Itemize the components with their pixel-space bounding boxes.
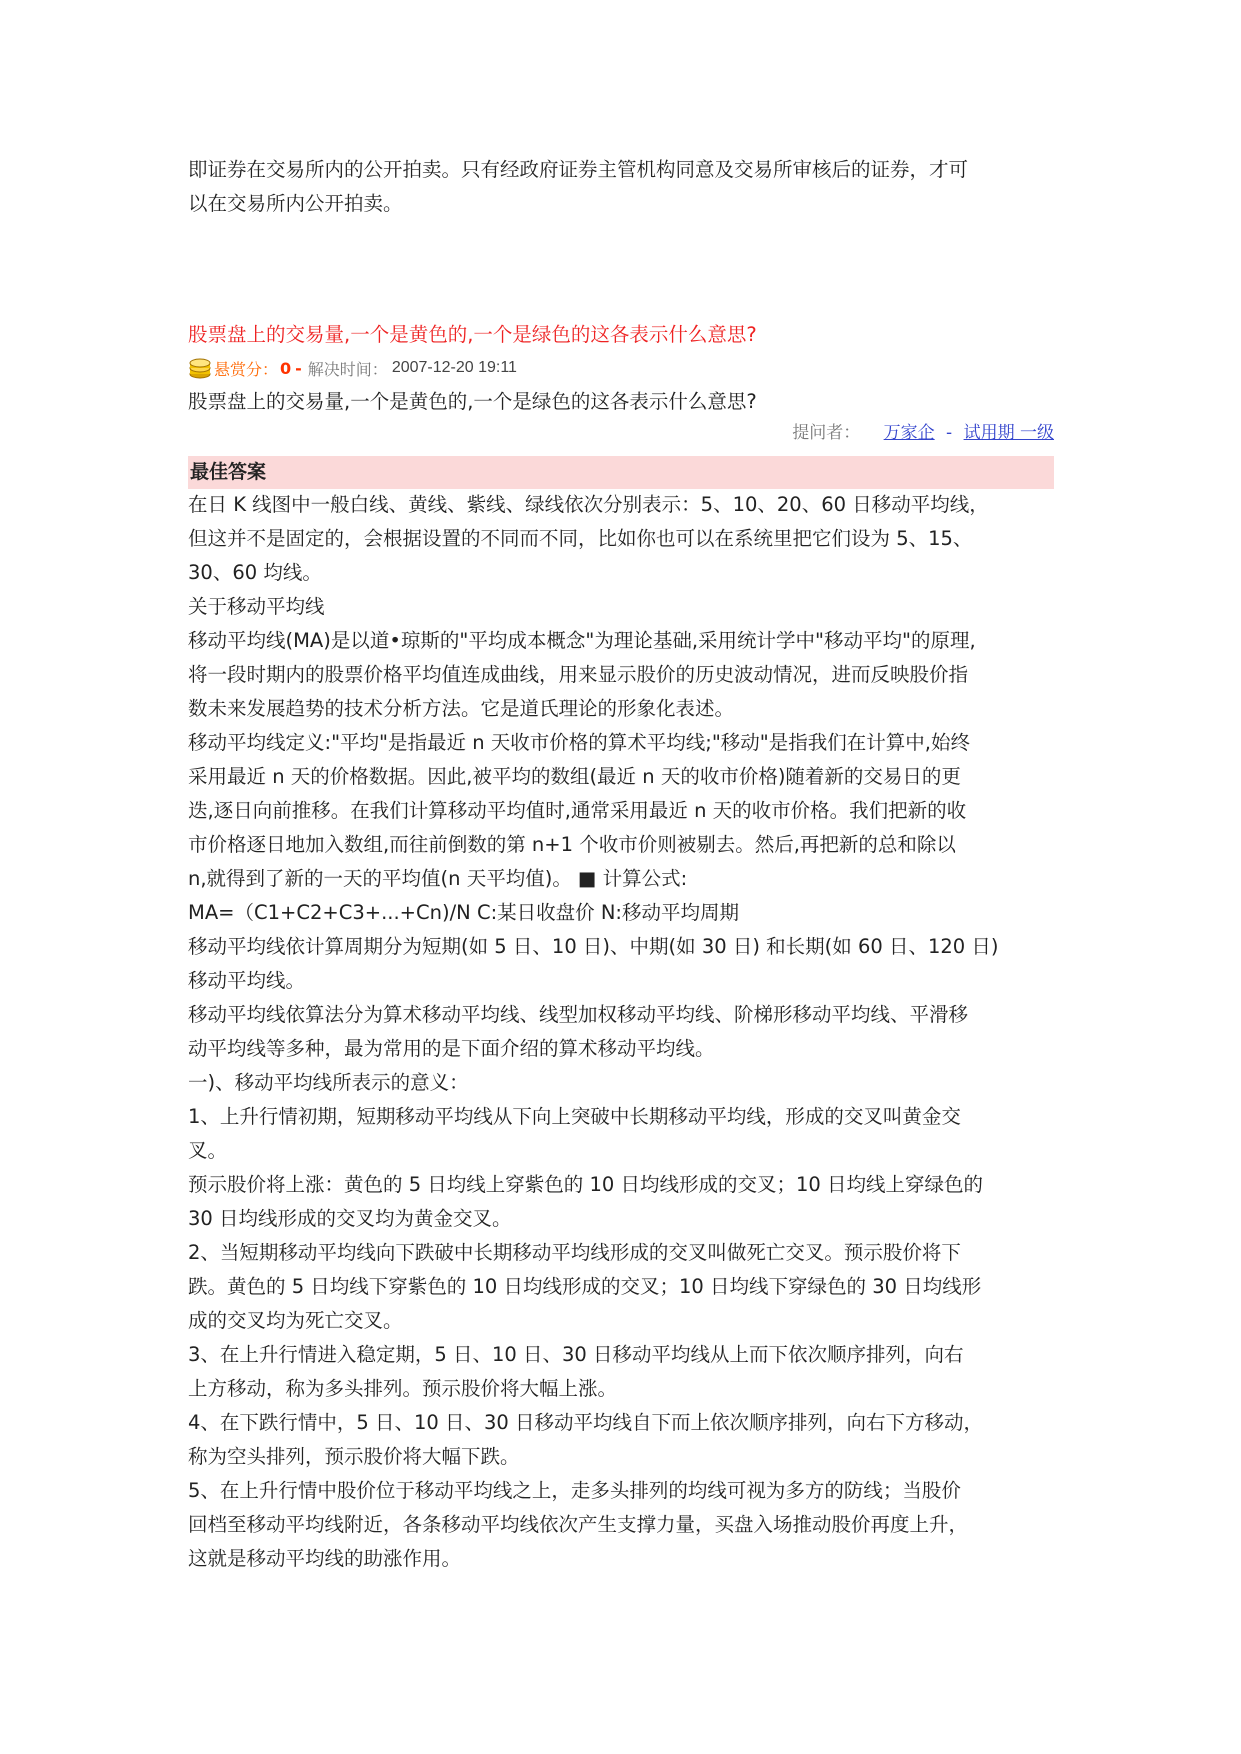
answer-line: 跌。黄色的 5 日均线下穿紫色的 10 日均线形成的交叉；10 日均线下穿绿色的 30 日均线形 [188, 1275, 982, 1298]
answer-line: 3、在上升行情进入稳定期，5 日、10 日、30 日移动平均线从上而下依次顺序排列，向右 [188, 1343, 964, 1366]
answer-line: 这就是移动平均线的助涨作用。 [188, 1547, 462, 1570]
resolve-time-value: 2007-12-20 19:11 [391, 359, 517, 376]
answer-line: 但这并不是固定的，会根据设置的不同而不同，比如你也可以在系统里把它们设为 5、15、 [188, 527, 973, 550]
coin-stack-icon [188, 357, 212, 379]
asker-separator: - [946, 423, 953, 443]
answer-line: 4、在下跌行情中，5 日、10 日、30 日移动平均线自下而上依次顺序排列，向右下方移动， [188, 1411, 984, 1434]
answer-line: MA=（C1+C2+C3+...+Cn)/N C:某日收盘价 N:移动平均周期 [188, 901, 739, 924]
answer-line: 移动平均线(MA)是以道•琼斯的"平均成本概念"为理论基础,采用统计学中"移动平均"的原理, [188, 629, 976, 652]
answer-line: 移动平均线依算法分为算术移动平均线、线型加权移动平均线、阶梯形移动平均线、平滑移 [188, 1003, 969, 1026]
answer-line: 称为空头排列，预示股价将大幅下跌。 [188, 1445, 520, 1468]
question-body: 股票盘上的交易量,一个是黄色的,一个是绿色的这各表示什么意思? [188, 390, 757, 413]
answer-line: 采用最近 n 天的价格数据。因此,被平均的数组(最近 n 天的收市价格)随着新的交易日的更 [188, 765, 961, 788]
answer-line: 关于移动平均线 [188, 595, 325, 618]
intro-line: 即证券在交易所内的公开拍卖。只有经政府证券主管机构同意及交易所审核后的证券，才可 [188, 158, 969, 181]
answer-line: 动平均线等多种，最为常用的是下面介绍的算术移动平均线。 [188, 1037, 715, 1060]
answer-line: 30、60 均线。 [188, 561, 322, 584]
reward-value: 0 [280, 358, 292, 378]
answer-line: 移动平均线。 [188, 969, 306, 992]
meta-separator: - [295, 358, 302, 378]
asker-name-link[interactable]: 万家企 [883, 423, 935, 443]
answer-line: 在日 K 线图中一般白线、黄线、紫线、绿线依次分别表示：5、10、20、60 日移动平均线， [188, 493, 989, 516]
answer-line: 1、上升行情初期，短期移动平均线从下向上突破中长期移动平均线，形成的交叉叫黄金交 [188, 1105, 961, 1128]
question-meta [188, 353, 517, 383]
answer-line: 市价格逐日地加入数组,而往前倒数的第 n+1 个收市价则被剔去。然后,再把新的总和除以 [188, 833, 956, 856]
answer-line: 2、当短期移动平均线向下跌破中长期移动平均线形成的交叉叫做死亡交叉。预示股价将下 [188, 1241, 961, 1264]
answer-line: 预示股价将上涨：黄色的 5 日均线上穿紫色的 10 日均线形成的交叉；10 日均线上穿绿色的 [188, 1173, 984, 1196]
answer-line: 上方移动，称为多头排列。预示股价将大幅上涨。 [188, 1377, 618, 1400]
asker-info [792, 418, 1054, 448]
answer-line: 将一段时期内的股票价格平均值连成曲线，用来显示股价的历史波动情况，进而反映股价指 [188, 663, 969, 686]
best-answer-header [188, 456, 1054, 489]
answer-line: n,就得到了新的一天的平均值(n 天平均值)。 ■ 计算公式: [188, 867, 688, 890]
asker-level-link[interactable]: 试用期 一级 [963, 423, 1054, 443]
answer-line: 30 日均线形成的交叉均为黄金交叉。 [188, 1207, 512, 1230]
answer-line: 移动平均线依计算周期分为短期(如 5 日、10 日)、中期(如 30 日) 和长期(如 60 日、120 日) [188, 935, 999, 958]
question-title[interactable]: 股票盘上的交易量,一个是黄色的,一个是绿色的这各表示什么意思? [188, 323, 757, 346]
answer-line: 迭,逐日向前推移。在我们计算移动平均值时,通常采用最近 n 天的收市价格。我们把新的收 [188, 799, 967, 822]
answer-line: 回档至移动平均线附近，各条移动平均线依次产生支撑力量，买盘入场推动股价再度上升， [188, 1513, 969, 1536]
best-answer-body [188, 488, 1054, 1576]
answer-line: 叉。 [188, 1139, 228, 1162]
reward-label: 悬赏分： [214, 359, 279, 379]
answer-line: 移动平均线定义:"平均"是指最近 n 天收市价格的算术平均线;"移动"是指我们在计算中,始终 [188, 731, 970, 754]
intro-paragraph [188, 153, 1054, 221]
asker-label: 提问者： [792, 423, 861, 443]
answer-line: 一)、移动平均线所表示的意义： [188, 1071, 469, 1094]
answer-line: 成的交叉均为死亡交叉。 [188, 1309, 403, 1332]
resolve-time-label: 解决时间： [307, 359, 388, 379]
best-answer-label: 最佳答案 [190, 461, 267, 483]
answer-line: 数未来发展趋势的技术分析方法。它是道氏理论的形象化表述。 [188, 697, 735, 720]
intro-line: 以在交易所内公开拍卖。 [188, 192, 403, 215]
answer-line: 5、在上升行情中股价位于移动平均线之上，走多头排列的均线可视为多方的防线；当股价 [188, 1479, 961, 1502]
